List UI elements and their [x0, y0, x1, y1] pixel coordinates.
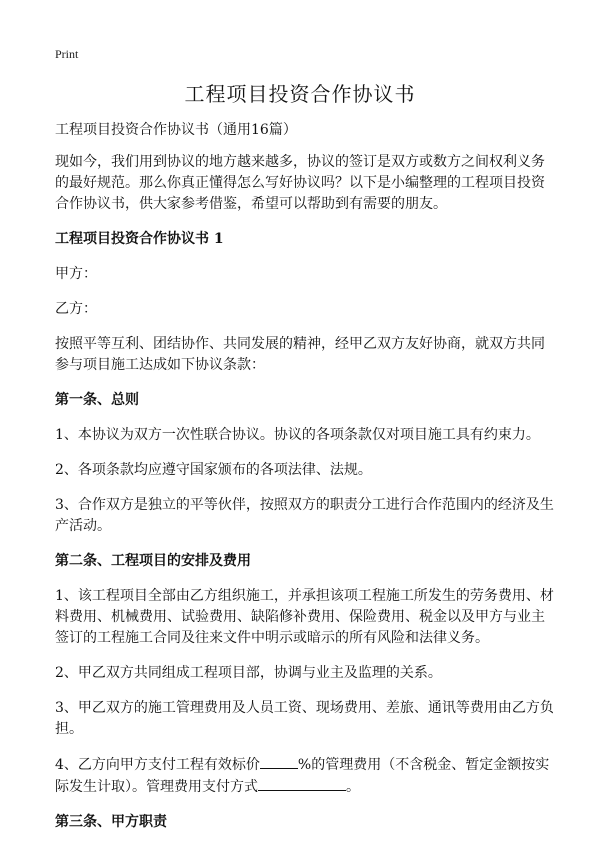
party-b-line: 乙方： [55, 301, 97, 317]
article-2-item: 1、该工程项目全部由乙方组织施工，并承担该项工程施工所发生的劳务费用、材料费用、机械费用、试验费用、缺陷修补费用、保险费用、税金以及甲方与业主签订的工程施工合同及往来文件中明示或暗示的所有风险和法律义务。 [55, 588, 554, 646]
article-2-heading: 第二条、工程项目的安排及费用 [55, 553, 251, 569]
section-1-heading: 工程项目投资合作协议书 1 [55, 231, 224, 247]
document-subtitle: 工程项目投资合作协议书（通用16篇） [55, 122, 297, 138]
article-2-item-4-text: 。 [346, 779, 360, 795]
document-title: 工程项目投资合作协议书 [184, 82, 416, 106]
intro-paragraph: 现如今，我们用到协议的地方越来越多，协议的签订是双方或数方之间权利义务的最好规范。那么你真正懂得怎么写好协议吗？以下是小编整理的工程项目投资合作协议书，供大家参考借鉴，希望可以帮助到有需要的朋友。 [55, 154, 545, 212]
percentage-blank [260, 754, 298, 769]
payment-method-blank [258, 776, 346, 791]
article-1-item: 2、各项条款均应遵守国家颁布的各项法律、法规。 [55, 462, 372, 478]
article-2-item: 3、甲乙双方的施工管理费用及人员工资、现场费用、差旅、通讯等费用由乙方负担。 [55, 700, 554, 737]
preamble-paragraph: 按照平等互利、团结协作、共同发展的精神，经甲乙双方友好协商，就双方共同参与项目施工达成如下协议条款： [55, 336, 545, 373]
article-3-heading: 第三条、甲方职责 [55, 814, 167, 830]
article-1-item: 1、本协议为双方一次性联合协议。协议的各项条款仅对项目施工具有约束力。 [55, 427, 540, 443]
article-2-item-4 [55, 754, 555, 798]
print-label: Print [55, 47, 79, 61]
article-1-heading: 第一条、总则 [55, 392, 139, 408]
party-a-line: 甲方： [55, 266, 97, 282]
document-body [55, 120, 555, 847]
article-2-item-4-text: 4、乙方向甲方支付工程有效标价 [55, 757, 260, 773]
article-2-item-4-text: %的管理费用（不含税金、暂定金额按实际发生计取）。管理费用支付方式 [55, 757, 550, 795]
article-1-item: 3、合作双方是独立的平等伙伴，按照双方的职责分工进行合作范围内的经济及生产活动。 [55, 497, 554, 534]
article-2-item: 2、甲乙双方共同组成工程项目部，协调与业主及监理的关系。 [55, 665, 442, 681]
